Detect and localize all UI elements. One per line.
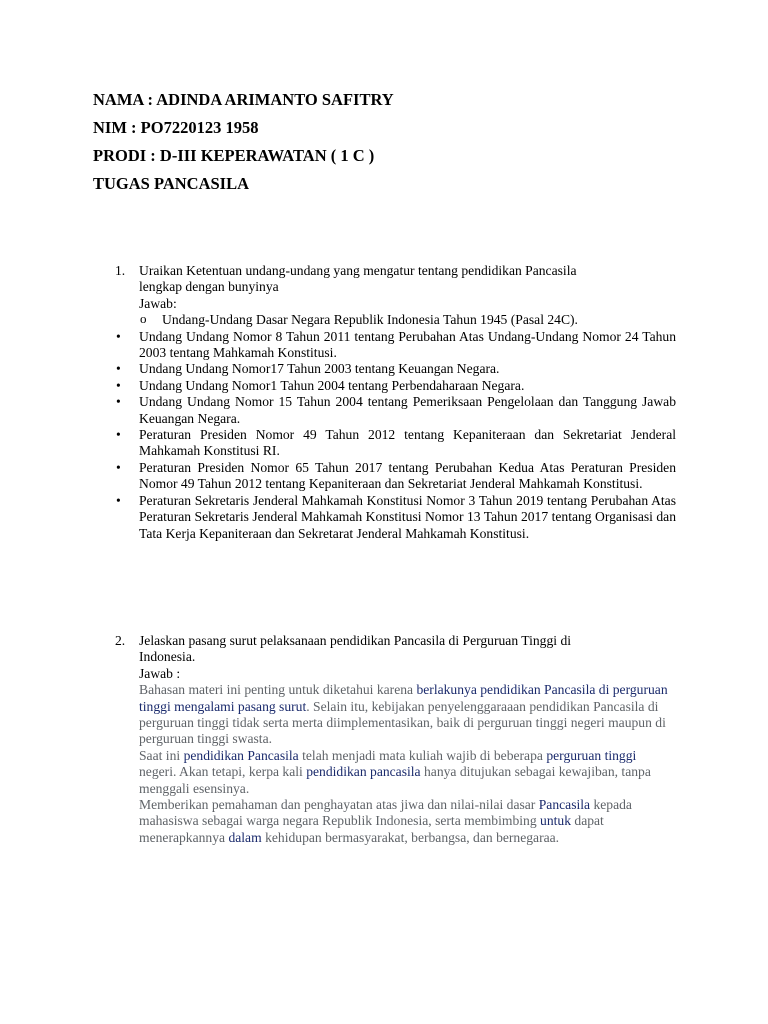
answer-link[interactable]: pendidikan pancasila [306, 764, 421, 780]
name-line: NAMA : ADINDA ARIMANTO SAFITRY [93, 90, 394, 109]
bullet-icon: • [116, 361, 121, 377]
prodi-line: PRODI : D-III KEPERAWATAN ( 1 C ) [93, 146, 375, 165]
list-item [116, 361, 676, 377]
assignment-title: TUGAS PANCASILA [93, 174, 250, 193]
question-2-text-line2: Indonesia. [139, 649, 196, 665]
answer-text: Memberikan pemahaman dan penghayatan atas jiwa dan nilai-nilai dasar [139, 797, 539, 813]
question-2-body [139, 633, 676, 846]
list-item-text: Peraturan Sekretaris Jenderal Mahkamah Konstitusi Nomor 3 Tahun 2019 tentang Perubahan Atas Peraturan Sekretaris Jenderal Mahkamah Konstitusi Nomor 13 Tahun 2017 tentang Organisasi dan Tata Kerja Kepaniteraan dan Sekretarat Jenderal Mahkamah Konstitusi. [139, 492, 676, 541]
list-item [116, 328, 676, 362]
answer-text: . Selain itu, kebijakan penyelenggaraaan pendidikan Pancasila di perguruan tinggi tidak serta merta diimplementasikan, baik di perguruan tinggi negeri maupun di perguruan tinggi swasta. [139, 698, 666, 747]
list-item-text: Peraturan Presiden Nomor 65 Tahun 2017 tentang Perubahan Kedua Atas Peraturan Presiden Nomor 49 Tahun 2012 tentang Kepaniteraan dan Sekretariat Jenderal Mahkamah Konstitusi. [139, 459, 676, 492]
bullet-icon: • [116, 328, 121, 344]
list-item [116, 492, 676, 542]
list-item-text: Peraturan Presiden Nomor 49 Tahun 2012 tentang Kepaniteraan dan Sekretariat Jenderal Mahkamah Konstitusi RI. [139, 427, 676, 459]
answer-paragraph-1 [139, 682, 676, 748]
question-1-answer-label: Jawab: [139, 295, 177, 311]
sub-list-item [140, 311, 676, 328]
question-1-number: 1. [115, 263, 126, 278]
list-item-text: Undang Undang Nomor1 Tahun 2004 tentang Perbendaharaan Negara. [139, 377, 525, 393]
list-item [116, 377, 676, 394]
list-item [116, 427, 676, 460]
answer-link[interactable]: pendidikan Pancasila [183, 747, 299, 763]
nim-line: NIM : PO7220123 1958 [93, 118, 259, 137]
answer-text: Bahasan materi ini penting untuk diketahui karena [139, 682, 417, 698]
answer-link[interactable]: Pancasila [538, 797, 591, 813]
bullet-icon: • [116, 394, 121, 410]
question-1-text-line1: Uraikan Ketentuan undang-undang yang mengatur tentang pendidikan Pancasila [139, 263, 577, 278]
answer-text: Saat ini [139, 747, 184, 763]
answer-link[interactable]: berlakunya pendidikan Pancasila di perguruan tinggi mengalami pasang surut [139, 682, 668, 714]
list-item [116, 394, 676, 427]
question-2-text-line1: Jelaskan pasang surut pelaksanaan pendidikan Pancasila di Perguruan Tinggi di [139, 633, 572, 648]
list-item-text: Undang Undang Nomor17 Tahun 2003 tentang Keuangan Negara. [139, 361, 500, 377]
question-1-text-line2: lengkap dengan bunyinya [139, 279, 279, 295]
sub-list-item-text: Undang-Undang Dasar Negara Republik Indonesia Tahun 1945 (Pasal 24C). [162, 312, 578, 328]
question-2-number: 2. [115, 633, 126, 648]
list-item [116, 459, 676, 493]
list-item-text: Undang Undang Nomor 15 Tahun 2004 tentang Pemeriksaan Pengelolaan dan Tanggung Jawab Keuangan Negara. [139, 394, 676, 426]
answer-paragraph-3 [139, 797, 676, 846]
question-2 [93, 633, 676, 846]
bullet-icon: • [116, 427, 121, 443]
answer-text: kepada mahasiswa sebagai warga negara Republik Indonesia, serta membimbing [139, 797, 632, 829]
question-1 [93, 263, 676, 542]
answer-text: telah menjadi mata kuliah wajib di beberapa [298, 747, 547, 763]
bullet-icon: • [116, 492, 121, 508]
answer-text: dapat menerapkannya [139, 813, 604, 845]
answer-text: negeri. Akan tetapi, kerpa kali [139, 764, 307, 780]
answer-text: hanya ditujukan sebagai kewajiban, tanpa menggali esensinya. [139, 764, 651, 796]
bullet-icon: • [116, 459, 121, 475]
bullet-list [93, 329, 676, 542]
answer-paragraph-2 [139, 748, 676, 797]
circle-bullet-icon: o [140, 311, 147, 327]
answer-link[interactable]: untuk [540, 813, 571, 829]
answer-text: kehidupan bermasyarakat, berbangsa, dan bernegaraa. [261, 829, 560, 845]
bullet-icon: • [116, 377, 121, 393]
list-item-text: Undang Undang Nomor 8 Tahun 2011 tentang Perubahan Atas Undang-Undang Nomor 24 Tahun 2003 tentang Mahkamah Konstitusi. [139, 328, 676, 361]
answer-link[interactable]: perguruan tinggi [546, 747, 637, 763]
question-1-body [139, 263, 676, 329]
answer-link[interactable]: dalam [228, 829, 262, 845]
document-header [93, 86, 394, 198]
question-2-answer-label: Jawab : [139, 665, 181, 681]
